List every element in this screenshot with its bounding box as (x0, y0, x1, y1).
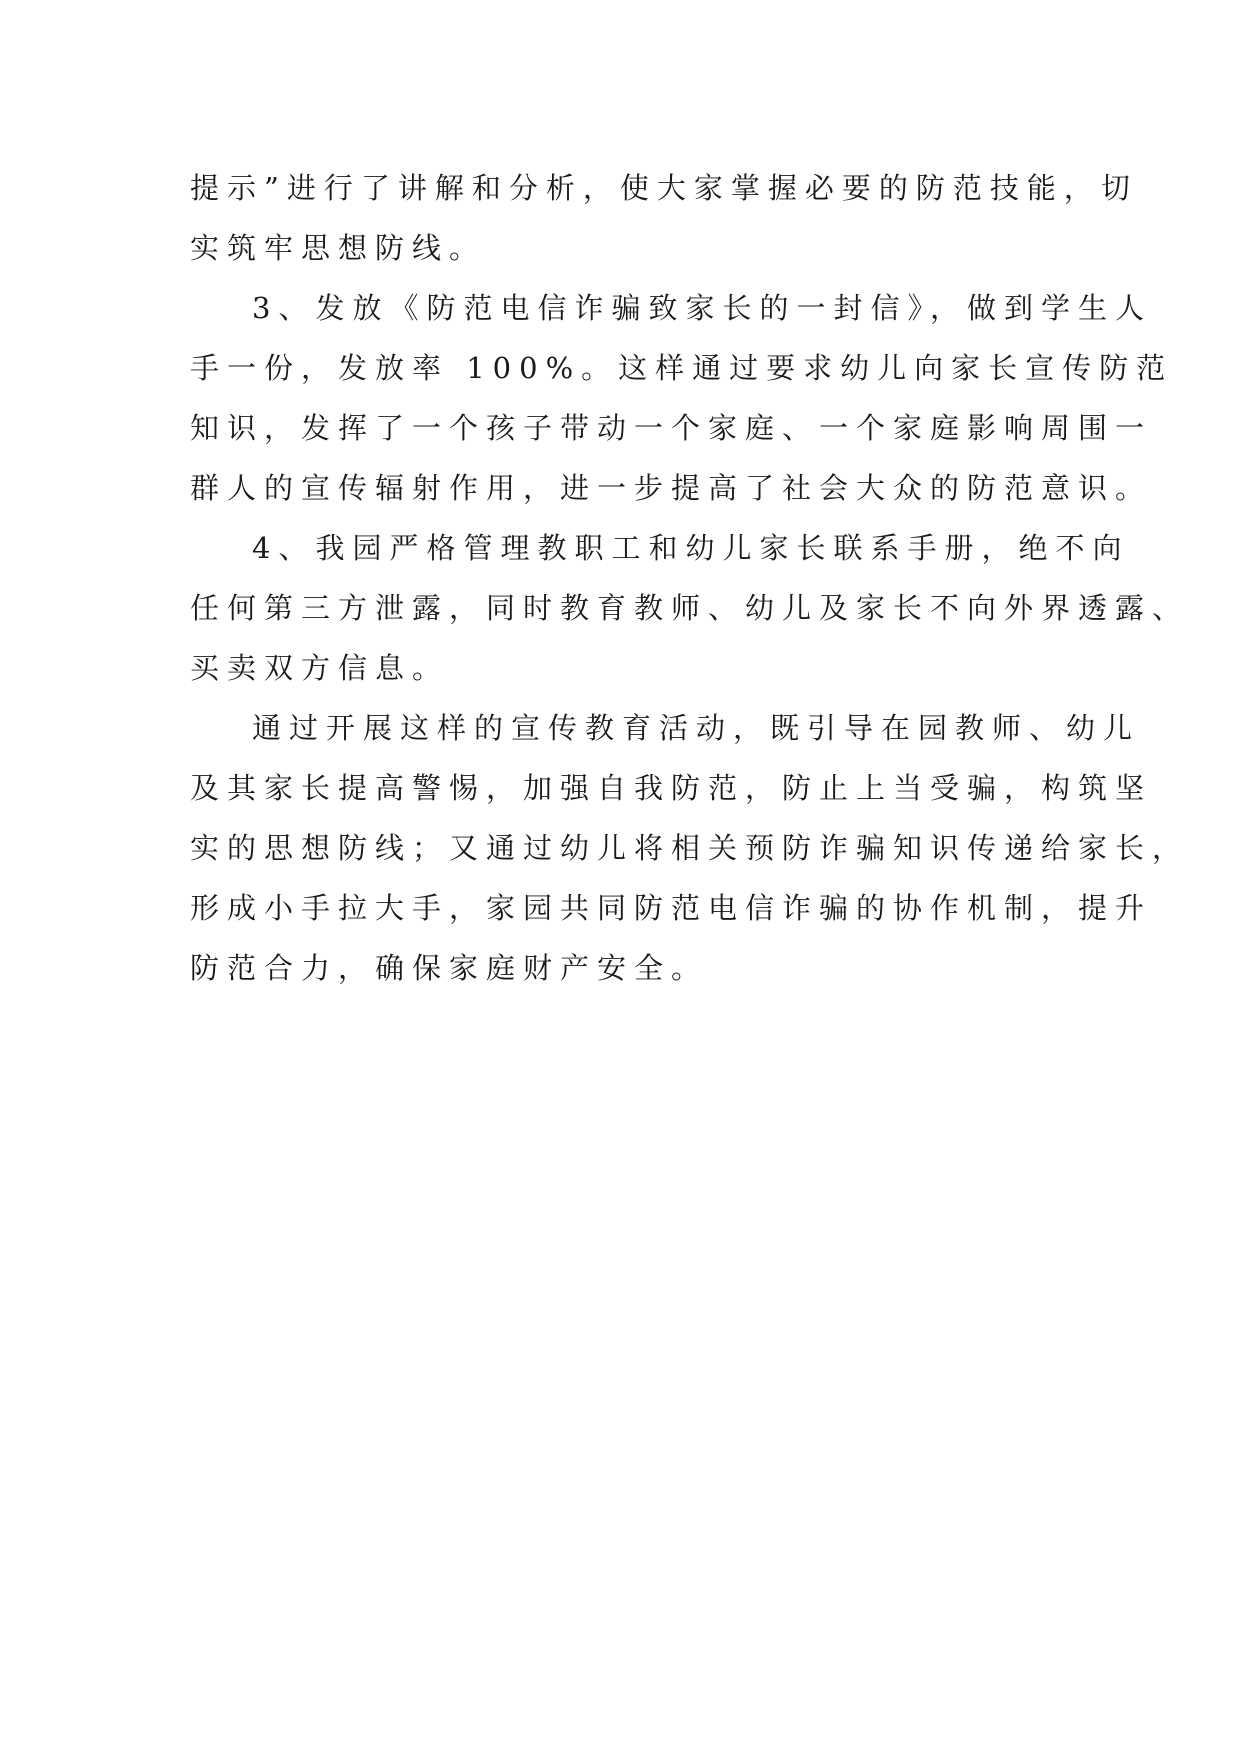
text-line: 3、发放《防范电信诈骗致家长的一封信》，做到学生人 (252, 291, 1152, 325)
text-line: 及其家长提高警惕，加强自我防范，防止上当受骗，构筑坚 (190, 771, 1153, 805)
text-line: 手一份，发放率 100%。这样通过要求幼儿向家长宣传防范 (190, 351, 1174, 385)
document-body (190, 158, 1190, 998)
text-line: 4、我园严格管理教职工和幼儿家长联系手册，绝不向 (252, 531, 1130, 565)
text-line: 任何第三方泄露，同时教育教师、幼儿及家长不向外界透露、 (190, 591, 1190, 625)
text-line: 防范合力，确保家庭财产安全。 (190, 951, 709, 985)
text-line: 通过开展这样的宣传教育活动，既引导在园教师、幼儿 (252, 711, 1141, 745)
text-line: 实筑牢思想防线。 (190, 231, 487, 265)
text-line: 知识，发挥了一个孩子带动一个家庭、一个家庭影响周围一 (190, 411, 1153, 445)
text-line: 形成小手拉大手，家园共同防范电信诈骗的协作机制，提升 (190, 891, 1153, 925)
text-line: 买卖双方信息。 (190, 651, 450, 685)
text-line: 群人的宣传辐射作用，进一步提高了社会大众的防范意识。 (190, 471, 1153, 505)
text-line: 实的思想防线；又通过幼儿将相关预防诈骗知识传递给家长， (190, 831, 1190, 865)
text-line: 提示”进行了讲解和分析，使大家掌握必要的防范技能，切 (190, 171, 1138, 205)
